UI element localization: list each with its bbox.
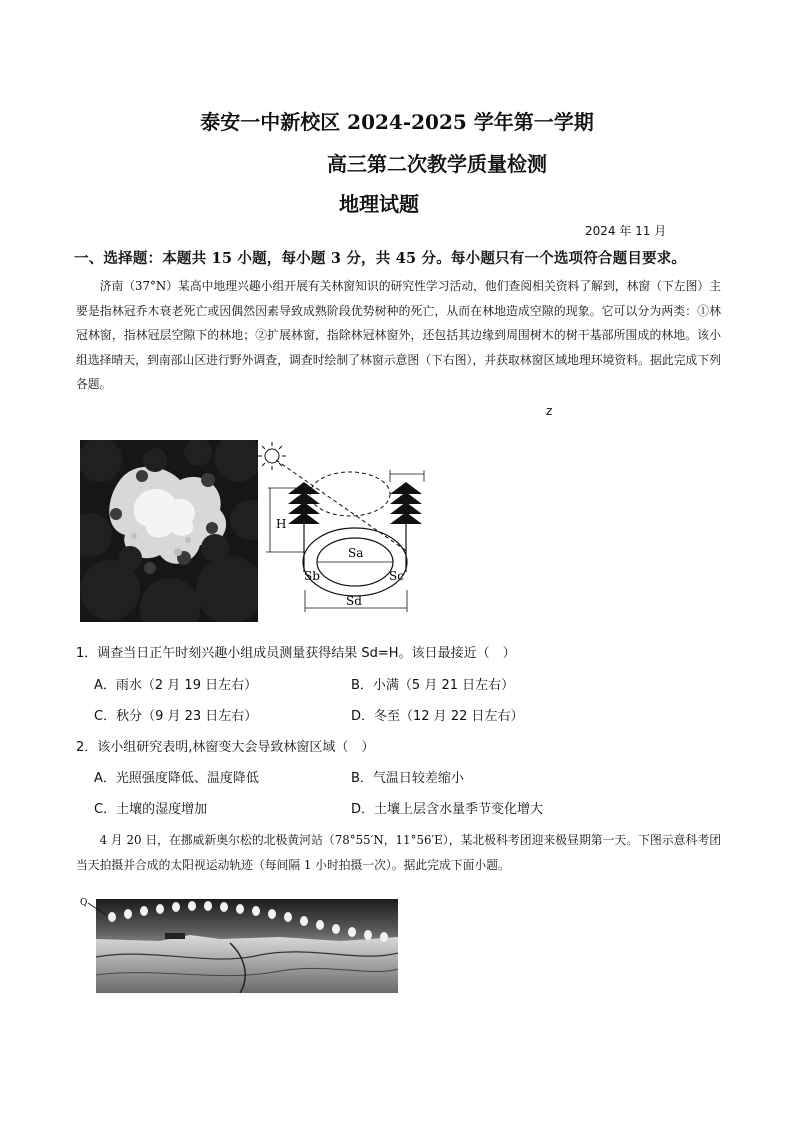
label-sc: Sc [389, 569, 404, 583]
question-2-option-b: B．气温日较差缩小 [351, 771, 464, 786]
exam-date: 2024 年 11 月 [585, 224, 667, 238]
question-1-stem: 1．调查当日正午时刻兴趣小组成员测量获得结果 Sd=H。该日最接近（ ） [76, 646, 516, 661]
exam-title-line3: 地理试题 [339, 192, 419, 216]
right-tree-icon [390, 482, 422, 524]
label-sd: Sd [346, 594, 362, 608]
question-2-option-d: D．土壤上层含水量季节变化增大 [351, 802, 544, 817]
sun-icon [258, 442, 286, 470]
question-2-option-c: C．土壤的湿度增加 [94, 802, 208, 817]
label-sa: Sa [348, 546, 364, 560]
question-2-stem: 2．该小组研究表明,林窗变大会导致林窗区域（ ） [76, 740, 375, 755]
forest-gap-photo [80, 440, 258, 622]
stray-mark: z [546, 404, 553, 418]
passage-1: 济南（37°N）某高中地理兴趣小组开展有关林窗知识的研究性学习活动，他们查阅相关资料了解到，林窗（下左图）主要是指林冠乔木衰老死亡或因偶然因素导致成熟阶段优势树种的死亡，从而在林地造成空隙的现象。它可以分为两类：①林冠林窗，指林冠层空隙下的林地；②扩展林窗，指除林冠林窗外，还包括其边缘到周围树木的树干基部所围成的林地。该小组选择晴天，到南部山区进行野外调查，调查时绘制了林窗示意图（下右图），并获取林窗区域地理环境资料。据此完成下列各题。 [76, 279, 721, 391]
label-h: H [276, 517, 287, 531]
point-q-label: Q [80, 898, 88, 908]
sun-trajectory-photo [80, 897, 398, 993]
exam-title-line2: 高三第二次教学质量检测 [327, 152, 547, 176]
question-1-option-d: D．冬至（12 月 22 日左右） [351, 709, 524, 724]
forest-gap-diagram [258, 440, 438, 624]
label-sb: Sb [304, 569, 320, 583]
passage-2: 4 月 20 日，在挪威新奥尔松的北极黄河站（78°55′N，11°56′E），某北极科考团迎来极昼期第一天。下图示意科考团当天拍摄并合成的太阳视运动轨迹（每间隔 1 小时拍摄一次）。据此完成下面小题。 [76, 833, 721, 872]
section-heading: 一、选择题：本题共 15 小题，每小题 3 分，共 45 分。每小题只有一个选项符合题目要求。 [74, 250, 687, 267]
question-1-option-b: B．小满（5 月 21 日左右） [351, 678, 515, 693]
exam-title-line1: 泰安一中新校区 2024-2025 学年第一学期 [200, 110, 594, 134]
question-1-option-c: C．秋分（9 月 23 日左右） [94, 709, 258, 724]
question-2-option-a: A．光照强度降低、温度降低 [94, 771, 259, 786]
question-1-option-a: A．雨水（2 月 19 日左右） [94, 678, 258, 693]
